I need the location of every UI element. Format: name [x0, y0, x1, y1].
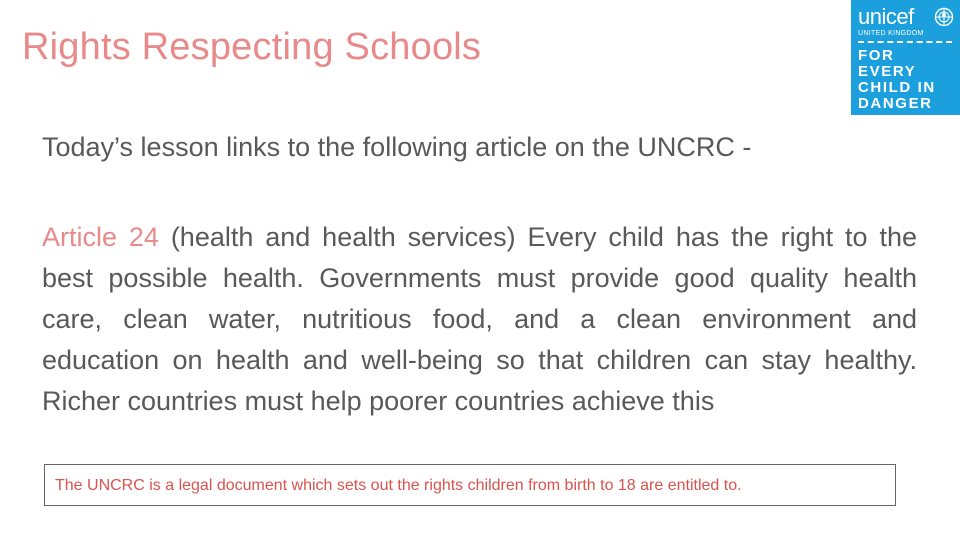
logo-brand: unicef [858, 4, 914, 29]
tagline-line: FOR EVERY [858, 47, 917, 80]
definition-note: The UNCRC is a legal document which sets out the rights children from birth to 18 are entitled to. [44, 464, 896, 506]
article-text: (health and health services) Every child has the right to the best possible health. Governments must provide good quality health care, clean water, nutritious food, and a clean environment and education on health and well-being so that children can stay healthy. Richer countries must help poorer countries achieve this [42, 222, 917, 416]
tagline-line: DANGER [858, 95, 933, 112]
unicef-logo [851, 0, 960, 115]
logo-divider [858, 41, 952, 43]
article-highlight: Article 24 [42, 222, 159, 252]
logo-tagline [858, 48, 954, 112]
intro-text: Today’s lesson links to the following article on the UNCRC - [42, 132, 752, 162]
tagline-line: CHILD IN [858, 79, 936, 96]
article-paragraph [42, 217, 917, 422]
logo-subtitle: UNITED KINGDOM [858, 30, 924, 37]
slide-title: Rights Respecting Schools [22, 26, 482, 68]
unicef-emblem-icon [934, 7, 954, 27]
